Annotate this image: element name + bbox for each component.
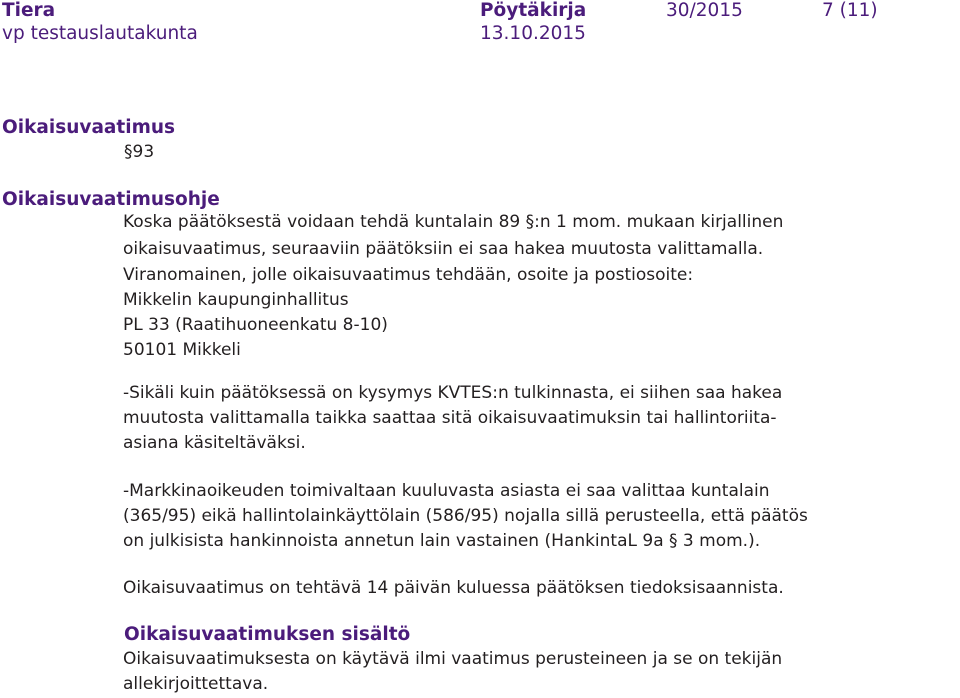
body-line: Viranomainen, jolle oikaisuvaatimus tehdään, osoite ja postiosoite: bbox=[123, 265, 694, 285]
body-line: muutosta valittamalla taikka saattaa sitä oikaisuvaatimuksin tai hallintoriita- bbox=[123, 408, 777, 428]
body-line: 50101 Mikkeli bbox=[123, 340, 241, 360]
body-line: Koska päätöksestä voidaan tehdä kuntalain 89 §:n 1 mom. mukaan kirjallinen bbox=[123, 212, 784, 232]
organization-name: Tiera bbox=[2, 0, 56, 21]
body-line: PL 33 (Raatihuoneenkatu 8-10) bbox=[123, 315, 388, 335]
content-line: Oikaisuvaatimuksesta on käytävä ilmi vaatimus perusteineen ja se on tekijän bbox=[123, 649, 783, 669]
page-number: 7 (11) bbox=[822, 0, 878, 21]
content-line: allekirjoittettava. bbox=[123, 674, 269, 694]
body-line: Mikkelin kaupunginhallitus bbox=[123, 290, 349, 310]
unit-name: vp testauslautakunta bbox=[2, 23, 198, 44]
body-line: -Markkinaoikeuden toimivaltaan kuuluvasta asiasta ei saa valittaa kuntalain bbox=[123, 481, 770, 501]
instructions-heading: Oikaisuvaatimusohje bbox=[2, 189, 220, 210]
body-line: on julkisista hankinnoista annetun lain vastainen (HankintaL 9a § 3 mom.). bbox=[123, 531, 761, 551]
body-line: (365/95) eikä hallintolainkäyttölain (586/95) nojalla sillä perusteella, että päätös bbox=[123, 506, 808, 526]
content-heading: Oikaisuvaatimuksen sisältö bbox=[124, 624, 411, 645]
body-line: -Sikäli kuin päätöksessä on kysymys KVTES:n tulkinnasta, ei siihen saa hakea bbox=[123, 383, 783, 403]
document-type: Pöytäkirja bbox=[480, 0, 587, 21]
body-line: oikaisuvaatimus, seuraaviin päätöksiin ei saa hakea muutosta valittamalla. bbox=[123, 239, 764, 259]
meeting-date: 13.10.2015 bbox=[480, 23, 586, 44]
body-line: Oikaisuvaatimus on tehtävä 14 päivän kuluessa päätöksen tiedoksisaannista. bbox=[123, 578, 784, 598]
section-number: §93 bbox=[124, 142, 155, 162]
body-line: asiana käsiteltäväksi. bbox=[123, 433, 306, 453]
protocol-number: 30/2015 bbox=[666, 0, 743, 21]
appeal-heading: Oikaisuvaatimus bbox=[2, 117, 176, 138]
